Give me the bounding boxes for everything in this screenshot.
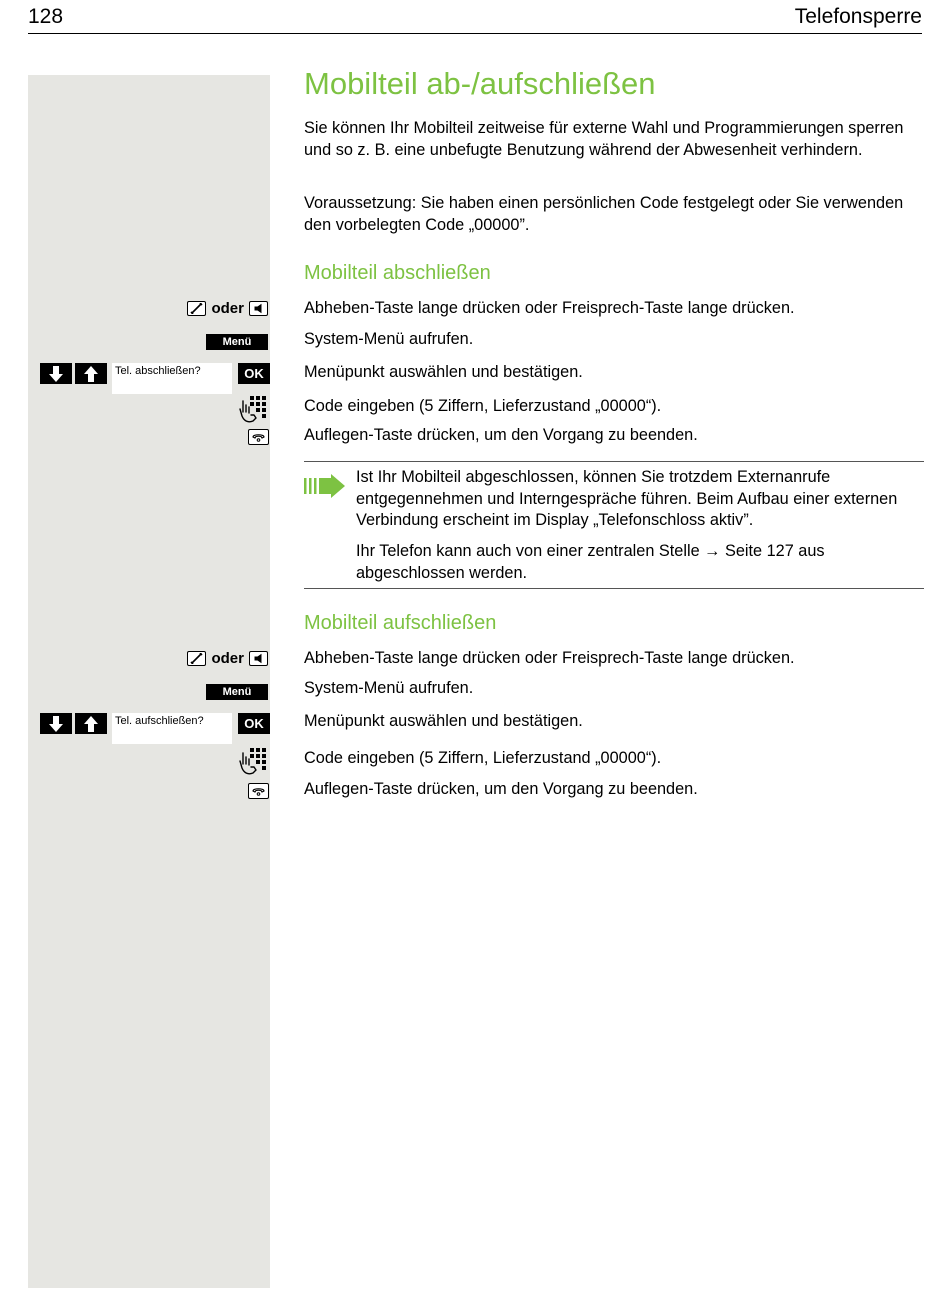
unlock-key-combo (187, 650, 268, 667)
ok-key: OK (238, 363, 270, 384)
page-title: Mobilteil ab-/aufschließen (304, 66, 656, 101)
unlock-step-3: Menüpunkt auswählen und bestätigen. (304, 712, 583, 730)
unlock-step-1: Abheben-Taste lange drücken oder Freisprech-Taste lange drücken. (304, 649, 795, 667)
lock-step-3: Menüpunkt auswählen und bestätigen. (304, 363, 583, 381)
speaker-icon (249, 651, 268, 666)
intro-paragraph: Sie können Ihr Mobilteil zeitweise für externe Wahl und Programmierungen sperren und so z. B. eine unbefugte Benutzung während der Abwesenheit verhindern. (304, 119, 904, 159)
header-rule (28, 33, 922, 34)
display-menu-item: Tel. abschließen? (112, 363, 232, 394)
precondition-paragraph: Voraussetzung: Sie haben einen persönlichen Code festgelegt oder Sie verwenden den vorbelegten Code „00000”. (304, 194, 904, 234)
arrow-down-icon (40, 363, 72, 384)
page-number: 128 (28, 5, 64, 28)
menu-key: Menü (206, 684, 268, 700)
lock-step-5: Auflegen-Taste drücken, um den Vorgang zu beenden. (304, 426, 698, 444)
lock-step-2: System-Menü aufrufen. (304, 330, 474, 348)
lock-key-combo (187, 300, 268, 317)
section-heading-lock: Mobilteil abschließen (304, 262, 491, 284)
unlock-step-2: System-Menü aufrufen. (304, 679, 474, 697)
note-bottom-rule (304, 588, 924, 589)
unlock-step-5: Auflegen-Taste drücken, um den Vorgang zu beenden. (304, 780, 698, 798)
ok-key: OK (238, 713, 270, 734)
note-arrow-icon (304, 474, 346, 498)
hangup-icon (248, 783, 269, 799)
key-or-label: oder (211, 650, 244, 667)
arrow-down-icon (40, 713, 72, 734)
handset-icon (187, 651, 206, 666)
note-top-rule (304, 461, 924, 462)
lock-step-4: Code eingeben (5 Ziffern, Lieferzustand „00000“). (304, 397, 662, 415)
handset-icon (187, 301, 206, 316)
section-heading-unlock: Mobilteil aufschließen (304, 612, 497, 634)
hangup-icon (248, 429, 269, 445)
note-paragraph-2: Ihr Telefon kann auch von einer zentralen Stelle → Seite 127 aus abgeschlossen werden. (356, 542, 825, 582)
display-menu-item: Tel. aufschließen? (112, 713, 232, 744)
lock-step-1: Abheben-Taste lange drücken oder Freisprech-Taste lange drücken. (304, 299, 795, 317)
arrow-up-icon (75, 713, 107, 734)
unlock-step-4: Code eingeben (5 Ziffern, Lieferzustand „00000“). (304, 749, 662, 767)
keypad-icon (238, 748, 268, 776)
keypad-icon (238, 396, 268, 424)
key-or-label: oder (211, 300, 244, 317)
note-paragraph-1: Ist Ihr Mobilteil abgeschlossen, können Sie trotzdem Externanrufe entgegennehmen und Interngespräche führen. Beim Aufbau einer externen Verbindung erscheint im Display „Telefonschloss aktiv”. (356, 468, 898, 529)
arrow-up-icon (75, 363, 107, 384)
sidebar-column (28, 75, 270, 1288)
menu-key: Menü (206, 334, 268, 350)
speaker-icon (249, 301, 268, 316)
chapter-title: Telefonsperre (794, 5, 922, 28)
